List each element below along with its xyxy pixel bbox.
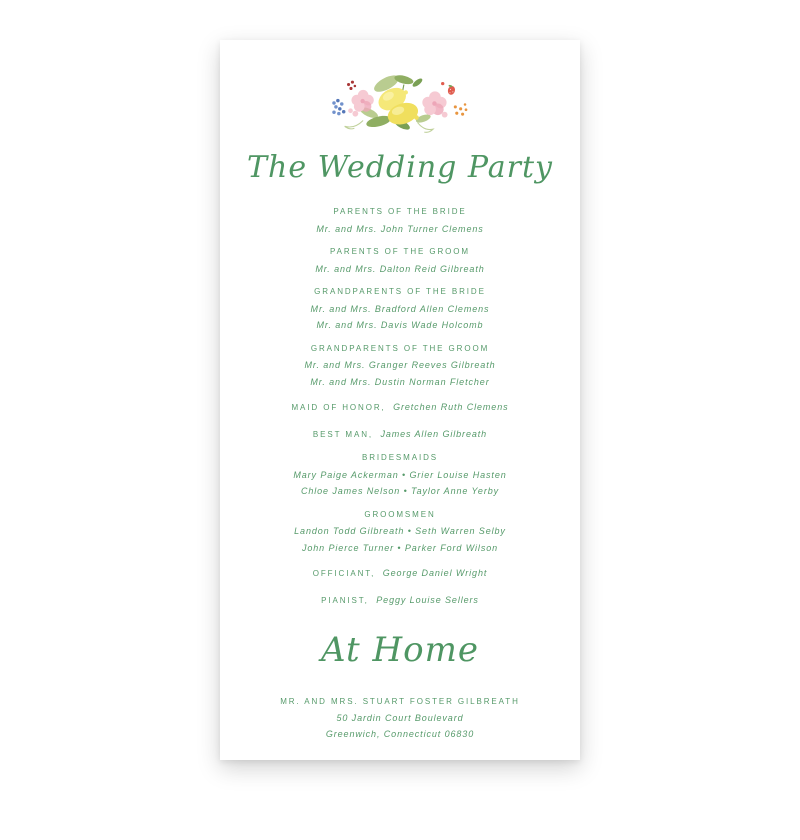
section-label: GRANDPARENTS OF THE BRIDE — [314, 287, 486, 296]
address-city-line: Greenwich, Connecticut 06830 — [325, 729, 475, 739]
name-inline: Peggy Louise Sellers — [376, 594, 479, 605]
name-line: Chloe James Nelson • Taylor Anne Yerby — [300, 486, 500, 496]
floral-motif-illustration — [320, 70, 480, 136]
card-title: The Wedding Party — [247, 150, 553, 185]
wedding-party-list — [291, 204, 508, 616]
at-home-address — [280, 694, 520, 742]
program-card — [220, 40, 580, 760]
name-line: Mr. and Mrs. Dustin Norman Fletcher — [310, 376, 490, 387]
section-parents-of-the-bride — [291, 204, 508, 237]
name-line: John Pierce Turner • Parker Ford Wilson — [301, 542, 499, 553]
blue-florets — [332, 99, 345, 116]
name-line: Mary Paige Ackerman • Grier Louise Hasten — [293, 469, 507, 480]
name-line: Mr. and Mrs. John Turner Clemens — [316, 223, 484, 234]
name-line: Mr. and Mrs. Davis Wade Holcomb — [316, 320, 484, 330]
name-line: Landon Todd Gilbreath • Seth Warren Selby — [294, 526, 506, 536]
red-berries — [347, 81, 356, 90]
name-line: Mr. and Mrs. Bradford Allen Clemens — [310, 303, 490, 314]
section-grandparents-of-the-bride — [291, 284, 508, 334]
section-groomsmen — [291, 507, 508, 557]
section-label: PIANIST, — [321, 595, 369, 605]
address-street-line: 50 Jardin Court Boulevard — [336, 713, 464, 723]
name-line: Mr. and Mrs. Dalton Reid Gilbreath — [315, 263, 485, 274]
section-maid-of-honor — [291, 397, 508, 417]
address-couple-line: MR. AND MRS. STUART FOSTER GILBREATH — [280, 697, 520, 706]
name-line: Mr. and Mrs. Granger Reeves Gilbreath — [304, 360, 496, 370]
section-pianist — [291, 590, 508, 610]
at-home-heading: At Home — [321, 630, 479, 670]
section-parents-of-the-groom — [291, 244, 508, 277]
section-best-man — [291, 424, 508, 444]
name-inline: George Daniel Wright — [382, 568, 488, 578]
section-label: BRIDESMAIDS — [361, 453, 439, 462]
section-label: OFFICIANT, — [312, 569, 376, 578]
section-bridesmaids — [291, 450, 508, 500]
section-label: GROOMSMEN — [364, 509, 436, 519]
strawberry — [441, 82, 456, 96]
section-label: BEST MAN, — [312, 429, 373, 439]
name-inline: James Allen Gilbreath — [380, 428, 488, 439]
section-grandparents-of-the-groom — [291, 341, 508, 391]
section-label: MAID OF HONOR, — [291, 403, 386, 412]
name-inline: Gretchen Ruth Clemens — [393, 402, 509, 412]
section-label: PARENTS OF THE BRIDE — [333, 207, 467, 216]
section-label: PARENTS OF THE GROOM — [330, 247, 470, 256]
section-label: GRANDPARENTS OF THE GROOM — [310, 343, 490, 353]
orange-florets — [454, 103, 468, 116]
section-officiant — [291, 563, 508, 583]
pink-blossom-right — [422, 91, 447, 117]
page — [0, 40, 800, 840]
